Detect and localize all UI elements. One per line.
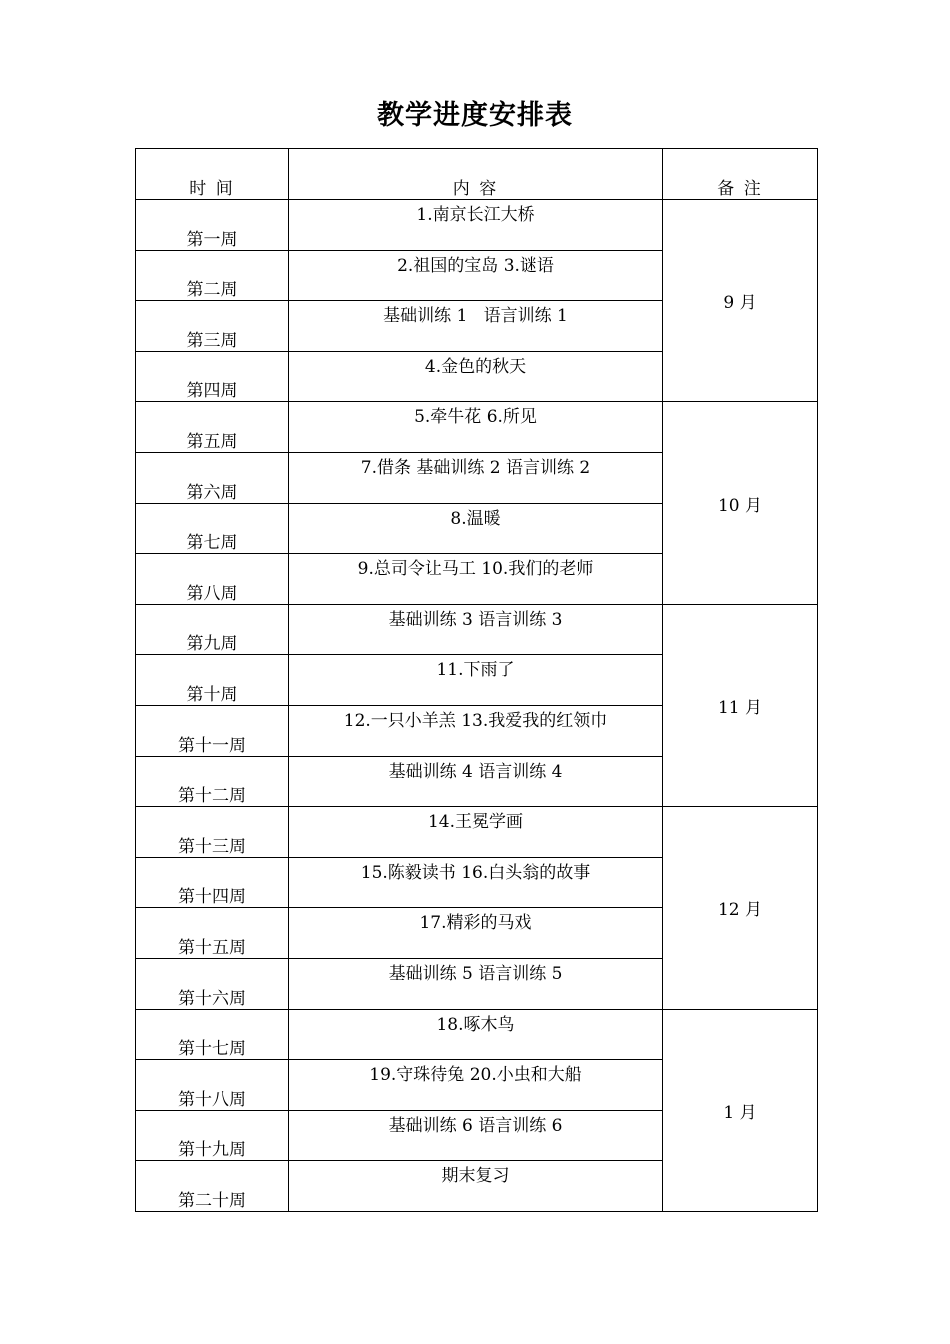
week-label: 第六周 <box>136 452 289 503</box>
week-content: 期末复习 <box>289 1161 663 1212</box>
week-content: 18.啄木鸟 <box>289 1009 663 1060</box>
week-content: 基础训练 5 语言训练 5 <box>289 958 663 1009</box>
week-label: 第一周 <box>136 200 289 251</box>
table-row <box>136 604 818 655</box>
week-content: 11.下雨了 <box>289 655 663 706</box>
header-content: 内 容 <box>289 149 663 200</box>
week-label: 第十六周 <box>136 958 289 1009</box>
week-label: 第十周 <box>136 655 289 706</box>
header-note: 备 注 <box>663 149 818 200</box>
week-content: 17.精彩的马戏 <box>289 908 663 959</box>
week-label: 第十九周 <box>136 1110 289 1161</box>
week-label: 第十三周 <box>136 807 289 858</box>
week-label: 第五周 <box>136 402 289 453</box>
week-content: 2.祖国的宝岛 3.谜语 <box>289 250 663 301</box>
table-row <box>136 402 818 453</box>
week-content: 1.南京长江大桥 <box>289 200 663 251</box>
week-content: 4.金色的秋天 <box>289 351 663 402</box>
week-content: 基础训练 4 语言训练 4 <box>289 756 663 807</box>
table-row <box>136 807 818 858</box>
week-content: 14.王冕学画 <box>289 807 663 858</box>
table-header-row <box>136 149 818 200</box>
week-content: 基础训练 1 语言训练 1 <box>289 301 663 352</box>
week-content: 9.总司令让马工 10.我们的老师 <box>289 554 663 605</box>
week-label: 第十五周 <box>136 908 289 959</box>
table-row <box>136 1009 818 1060</box>
month-note: 12 月 <box>663 807 818 1009</box>
week-label: 第二周 <box>136 250 289 301</box>
month-note: 10 月 <box>663 402 818 604</box>
week-content: 15.陈毅读书 16.白头翁的故事 <box>289 857 663 908</box>
week-label: 第十二周 <box>136 756 289 807</box>
table-row <box>136 200 818 251</box>
page-title: 教学进度安排表 <box>377 100 573 131</box>
week-label: 第十八周 <box>136 1060 289 1111</box>
month-note: 1 月 <box>663 1009 818 1211</box>
week-label: 第二十周 <box>136 1161 289 1212</box>
week-label: 第十一周 <box>136 705 289 756</box>
week-label: 第十四周 <box>136 857 289 908</box>
week-content: 12.一只小羊羔 13.我爱我的红领巾 <box>289 705 663 756</box>
month-note: 9 月 <box>663 200 818 402</box>
week-label: 第三周 <box>136 301 289 352</box>
week-content: 19.守珠待兔 20.小虫和大船 <box>289 1060 663 1111</box>
week-label: 第七周 <box>136 503 289 554</box>
week-content: 基础训练 6 语言训练 6 <box>289 1110 663 1161</box>
week-content: 7.借条 基础训练 2 语言训练 2 <box>289 452 663 503</box>
week-content: 8.温暖 <box>289 503 663 554</box>
schedule-table <box>135 148 818 1212</box>
week-content: 基础训练 3 语言训练 3 <box>289 604 663 655</box>
month-note: 11 月 <box>663 604 818 806</box>
week-label: 第四周 <box>136 351 289 402</box>
week-label: 第九周 <box>136 604 289 655</box>
week-label: 第十七周 <box>136 1009 289 1060</box>
week-content: 5.牵牛花 6.所见 <box>289 402 663 453</box>
header-time: 时 间 <box>136 149 289 200</box>
week-label: 第八周 <box>136 554 289 605</box>
